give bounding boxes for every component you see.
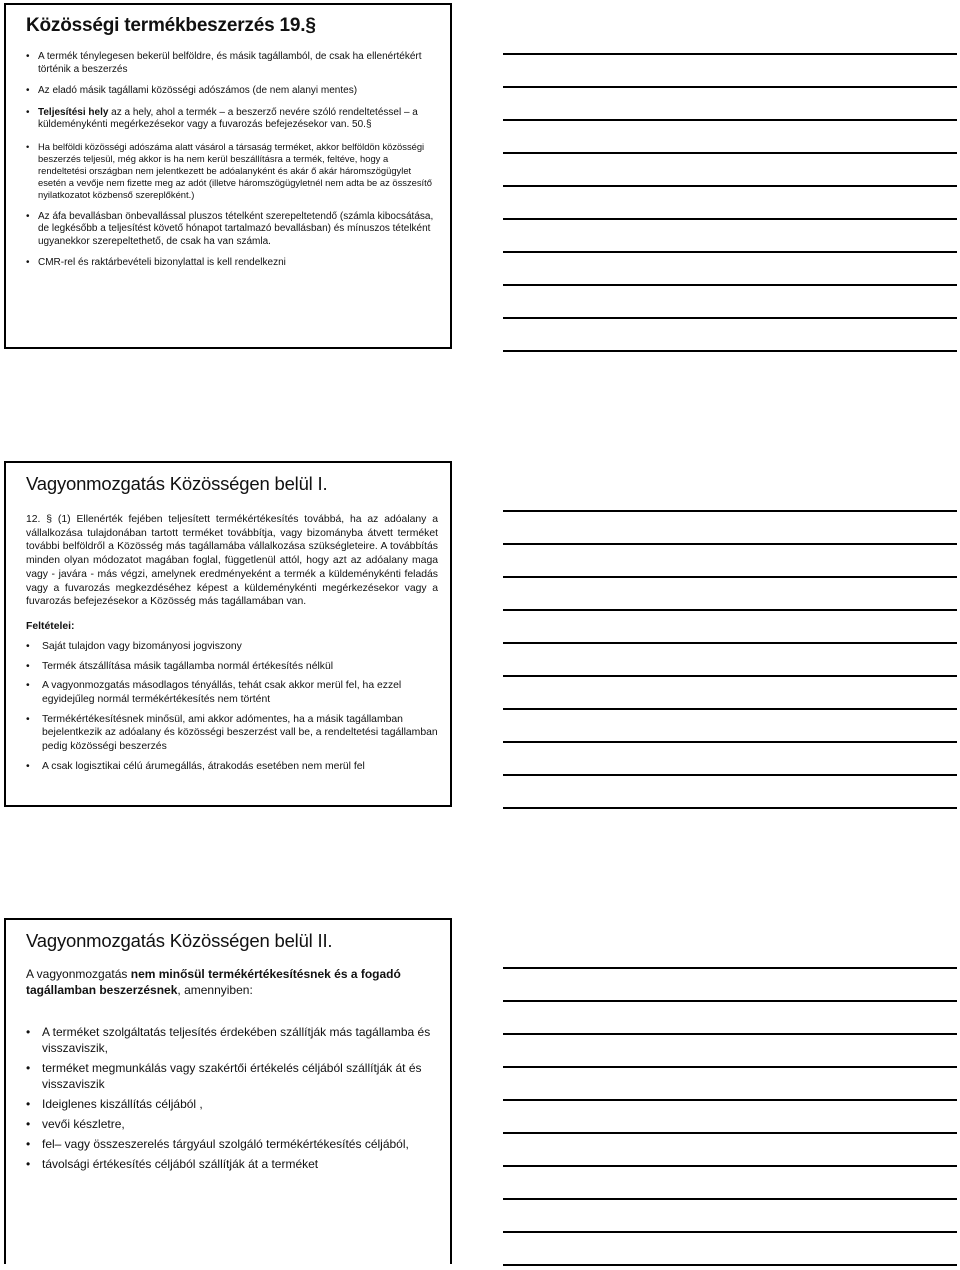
note-line [503,284,957,286]
note-line [503,119,957,121]
list-item: • Termék átszállítása másik tagállamba normál értékesítés nélkül [26,660,438,674]
slide-3-bullets [26,1024,438,1172]
list-item: • terméket megmunkálás vagy szakértői értékelés céljából szállítják át és visszaviszik [26,1060,438,1092]
slide-2-title: Vagyonmozgatás Közösségen belül I. [26,473,328,494]
list-item: • A termék ténylegesen bekerül belföldre, és másik tagállamból, de csak ha ellenértékért történik a beszerzés [26,51,438,76]
para-text: A vagyonmozgatás [26,967,131,981]
note-line [503,967,957,969]
list-item: • Termékértékesítésnek minősül, ami akkor adómentes, ha a másik tagállamban bejelentkezik az adóalany és közösségi beszerzést vall be, a rendeltetési tagállamban pedig közösségi beszerzés [26,713,438,754]
list-item: • Ha belföldi közösségi adószáma alatt vásárol a társaság terméket, akkor belföldön közösségi beszerzés teljesül, még akkor is ha nem kerül beszállításra a termék, feltéve, hogy a rendeltetési országban nem jelentkezett be adóalanyként és akár ő akár háromszögügylet esetén a vevője nem fizette meg az adót (illetve háromszögügyletnél nem adta be az összesítő nyilatkozatot közbenső szereplőként.) [26,141,438,202]
list-item: • fel– vagy összeszerelés tárgyául szolgáló termékértékesítés céljából, [26,1136,438,1152]
note-line [503,675,957,677]
note-line [503,1000,957,1002]
slide-2-paragraph: 12. § (1) Ellenérték fejében teljesített termékértékesítés továbbá, ha az adóalany a vállalkozása tulajdonában tartott terméket továbbítja, vagy bizományba átvett terméket további belföldről a Közösség más tagállamába vállalkozása szükségleteire. A továbbítás minden olyan módozatot magában foglal, függetlenül attól, hogy azt az adóalany maga vagy - javára - más végzi, amelynek eredményeként a termék a küldeménykénti feladás vagy a fuvarozás megkezdéséhez képest a küldeménykénti megérkezésekor vagy a fuvarozás befejezésekor a Közösség más tagállamában van. [26,514,438,608]
note-line [503,609,957,611]
note-line [503,1264,957,1266]
list-item: • A csak logisztikai célú árumegállás, átrakodás esetében nem merül fel [26,760,438,774]
para-text: , amennyiben: [177,983,253,997]
slide-3-paragraph [26,966,438,998]
note-line [503,1033,957,1035]
note-line [503,1132,957,1134]
list-item [26,107,438,132]
note-line [503,350,957,352]
note-line [503,642,957,644]
list-item: • vevői készletre, [26,1116,438,1132]
list-item: • Ideiglenes kiszállítás céljából , [26,1096,438,1112]
slide-2 [4,461,452,807]
slide-3-title: Vagyonmozgatás Közösségen belül II. [26,930,333,951]
note-line [503,185,957,187]
note-line [503,1099,957,1101]
note-line [503,576,957,578]
slide-2-bullets [26,640,438,774]
note-line [503,251,957,253]
note-line [503,53,957,55]
note-line [503,774,957,776]
list-item: • Az eladó másik tagállami közösségi adószámos (de nem alanyi mentes) [26,85,438,98]
slide-1-title: Közösségi termékbeszerzés 19.§ [26,15,316,36]
list-item: • távolsági értékesítés céljából szállítják át a terméket [26,1156,438,1172]
list-item: • A terméket szolgáltatás teljesítés érdekében szállítják más tagállamba és visszaviszik, [26,1024,438,1056]
note-line [503,317,957,319]
note-line [503,741,957,743]
note-line [503,152,957,154]
bold-term: Teljesítési hely [38,106,109,118]
list-item: • CMR-rel és raktárbevételi bizonylattal is kell rendelkezni [26,257,438,270]
note-line [503,218,957,220]
note-line [503,1231,957,1233]
note-line [503,807,957,809]
note-line [503,1198,957,1200]
note-line [503,708,957,710]
note-line [503,86,957,88]
slide-1 [4,3,452,349]
note-line [503,543,957,545]
note-line [503,510,957,512]
list-item-text: az a hely, ahol a termék – a beszerző nevére szóló rendeltetéssel – a küldeménykénti megérkezésekor vagy a fuvarozás befejezésekor van. 50.§ [38,106,418,130]
slide-2-subheading: Feltételei: [26,620,75,632]
list-item: • Az áfa bevallásban önbevallással pluszos tételként szerepeltetendő (számla kibocsátása, de legkésőbb a teljesítést követő hónapot tartalmazó bevallásban) és mínuszos tételként ugyanekkor szerepeltethető, de csak ha van számla. [26,211,438,249]
note-line [503,1066,957,1068]
bold-term: nem minősül termékértékesítésnek és a fogadó tagállamban beszerzésnek [26,967,401,997]
list-item: • A vagyonmozgatás másodlagos tényállás, tehát csak akkor merül fel, ha ezzel egyidejűleg normál termékértékesítés nem történt [26,679,438,706]
note-line [503,1165,957,1167]
slide-3 [4,918,452,1264]
slide-1-bullets [26,51,438,270]
list-item: • Saját tulajdon vagy bizományosi jogviszony [26,640,438,654]
